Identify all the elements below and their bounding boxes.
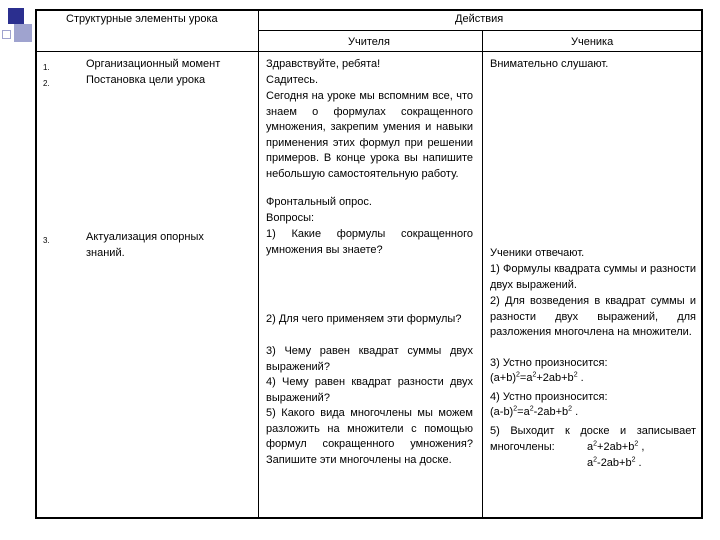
student-listen: Внимательно слушают. [490, 58, 609, 70]
row-divider-sub [259, 30, 702, 31]
column-divider-2 [482, 30, 483, 518]
header-actions: Действия [455, 13, 504, 25]
formula-square-sum: $(a+b)^2=a^2+2ab+b^2$ . [490, 371, 584, 384]
teacher-question-4: 4) Чему равен квадрат разности двух выражений? [266, 376, 473, 404]
teacher-question-5: 5) Какого вида многочлены мы можем разложить на множители с помощью формул сокращенного умножения? Запишите эти многочлены на доске. [266, 407, 473, 466]
stage-label: Постановка цели урока [86, 74, 206, 86]
polynomial-1: $a^2+2ab+b^2$ , [587, 440, 645, 453]
decor-square-small [2, 30, 11, 39]
student-answer-1: 1) Формулы квадрата суммы и разности двух выражений. [490, 263, 696, 291]
student-answer-3: 3) Устно произносится: [490, 357, 608, 369]
teacher-frontal: Фронтальный опрос. [266, 196, 372, 208]
teacher-question-2: 2) Для чего применяем эти формулы? [266, 313, 462, 325]
teacher-question-3: 3) Чему равен квадрат суммы двух выражений? [266, 345, 473, 373]
student-answer-intro: Ученики отвечают. [490, 247, 585, 259]
stage-number: 1. [43, 63, 50, 72]
polynomial-2: $a^2-2ab+b^2$ . [587, 456, 642, 469]
student-answer-5: 5) Выходит к доске и записывает многочлены: [490, 425, 696, 453]
header-students: Ученика [571, 36, 614, 48]
student-answer-4: 4) Устно произносится: [490, 391, 608, 403]
stage-label: Актуализация опорных знаний. [86, 231, 204, 259]
student-answer-2: 2) Для возведения в квадрат суммы и разности двух выражений, для разложения многочлена на множители. [490, 295, 696, 338]
column-divider-1 [258, 10, 259, 518]
teacher-intro: Сегодня на уроке мы вспомним все, что знаем о формулах сокращенного умножения, закрепим умения и навыки применения этих формул при решении примеров. В конце урока вы напишите небольшую самостоятельную работу. [266, 90, 473, 180]
formula-square-diff: $(a-b)^2=a^2-2ab+b^2$ . [490, 405, 579, 418]
teacher-sit: Садитесь. [266, 74, 319, 86]
decor-square-dark [8, 8, 24, 24]
header-elements: Структурные элементы урока [66, 13, 218, 25]
stage-number: 2. [43, 79, 50, 88]
teacher-greeting: Здравствуйте, ребята! [266, 58, 381, 70]
decor-square-light [14, 24, 32, 42]
teacher-questions-label: Вопросы: [266, 212, 315, 224]
row-divider-head [36, 51, 702, 52]
header-teacher: Учителя [348, 36, 390, 48]
stage-number: 3. [43, 236, 50, 245]
teacher-question-1: 1) Какие формулы сокращенного умножения вы знаете? [266, 228, 473, 256]
stage-label: Организационный момент [86, 58, 221, 70]
